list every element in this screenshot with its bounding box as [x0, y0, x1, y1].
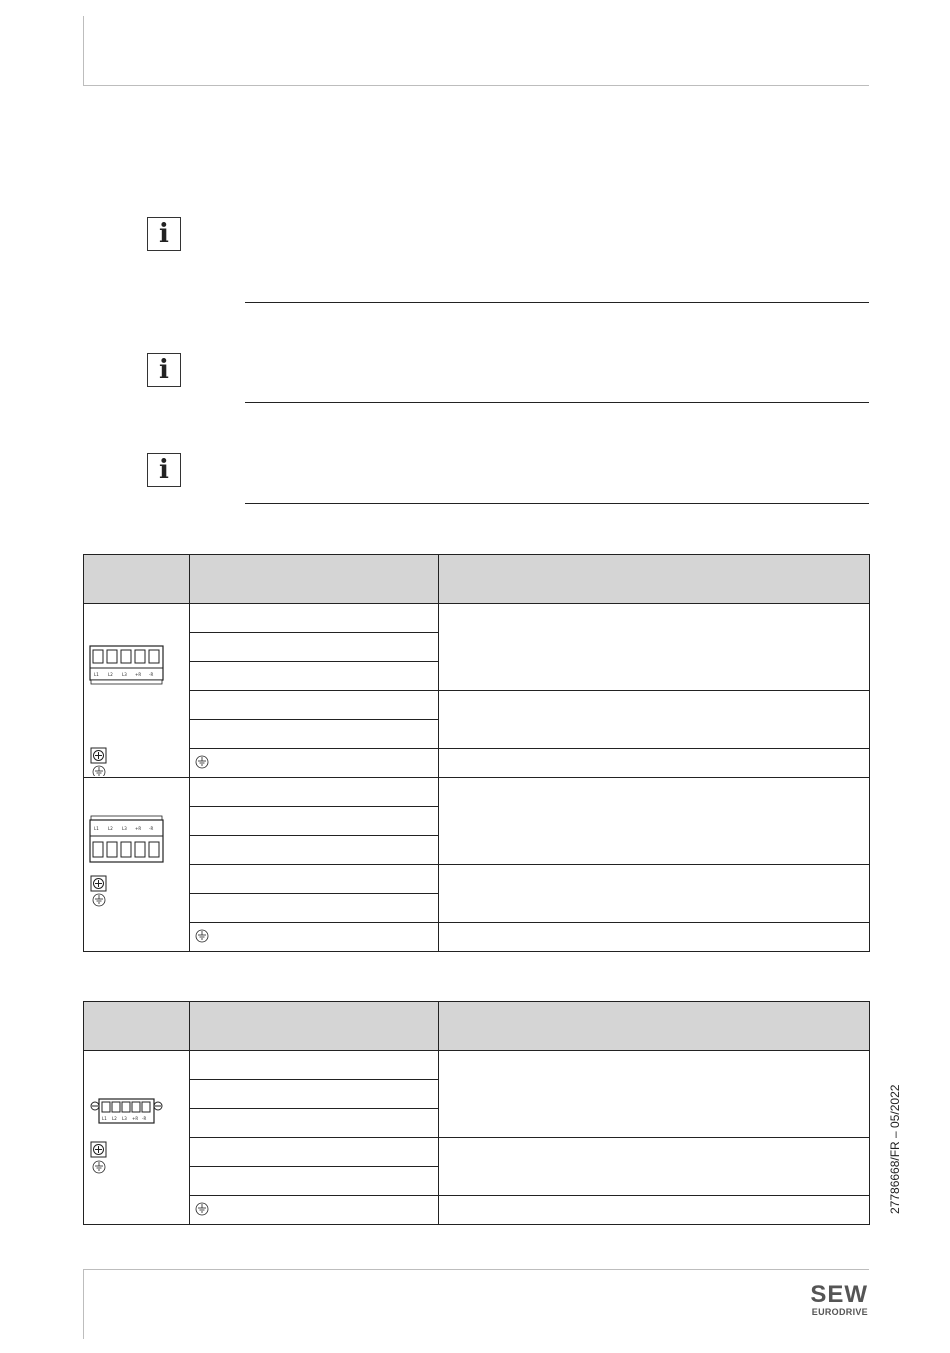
note-divider: [245, 302, 869, 303]
svg-text:+R: +R: [132, 1116, 139, 1121]
table-row: [84, 923, 870, 952]
pin-cell: [190, 633, 277, 662]
name-cell: [277, 1196, 439, 1225]
connector-image-cell: [84, 1051, 190, 1225]
pin-cell: [190, 1109, 277, 1138]
svg-text:L3: L3: [122, 826, 127, 831]
name-cell: [277, 633, 439, 662]
svg-text:L2: L2: [108, 672, 113, 677]
table-header-row: [84, 555, 870, 604]
name-cell: [277, 865, 439, 894]
pin-cell: [190, 662, 277, 691]
name-cell: [277, 749, 439, 778]
pin-cell: [190, 1167, 277, 1196]
table-row: [84, 1196, 870, 1225]
table-row: [84, 865, 870, 894]
pin-cell: [190, 807, 277, 836]
footer-vertical-line: [83, 1269, 84, 1339]
protective-earth-icon: [195, 1202, 209, 1216]
info-icon-glyph: i: [159, 219, 169, 249]
plug-connector-top-view-icon: [84, 604, 190, 776]
table-row: [84, 778, 870, 807]
pin-cell: [190, 1051, 277, 1080]
svg-text:L1: L1: [94, 672, 99, 677]
info-icon-glyph: i: [159, 355, 169, 385]
name-cell: [277, 1051, 439, 1080]
table-row: [84, 691, 870, 720]
header-horizontal-line: [83, 85, 869, 86]
svg-text:L1: L1: [94, 826, 99, 831]
name-cell: [277, 604, 439, 633]
svg-text:L3: L3: [122, 1116, 127, 1121]
table-header-row: [84, 1002, 870, 1051]
description-cell: [439, 1051, 870, 1138]
svg-text:L2: L2: [112, 1116, 117, 1121]
header-cell: [84, 555, 190, 604]
description-cell: [439, 865, 870, 923]
terminal-table: [83, 554, 870, 952]
info-icon-glyph: i: [159, 455, 169, 485]
name-cell: [277, 923, 439, 952]
description-cell: [439, 923, 870, 952]
name-cell: [277, 894, 439, 923]
plug-connector-screw-flange-icon: [84, 1051, 190, 1223]
pin-cell: [190, 778, 277, 807]
header-cell: [277, 1002, 439, 1051]
logo-sub-text: EURODRIVE: [811, 1307, 868, 1317]
pin-cell: [190, 1080, 277, 1109]
table-row: [84, 604, 870, 633]
description-cell: [439, 1138, 870, 1196]
svg-text:+R: +R: [135, 826, 142, 831]
pin-cell: [190, 836, 277, 865]
description-cell: [439, 778, 870, 865]
table-row: [84, 1138, 870, 1167]
protective-earth-icon: [195, 929, 209, 943]
pin-cell: [190, 749, 277, 778]
header-cell: [277, 555, 439, 604]
name-cell: [277, 1167, 439, 1196]
plug-connector-bottom-view-icon: [84, 778, 190, 950]
pin-cell: [190, 923, 277, 952]
name-cell: [277, 836, 439, 865]
name-cell: [277, 691, 439, 720]
info-icon: [147, 217, 181, 251]
table-row: [84, 749, 870, 778]
name-cell: [277, 662, 439, 691]
header-cell: [190, 1002, 277, 1051]
name-cell: [277, 720, 439, 749]
header-cell: [439, 555, 870, 604]
table-row: [84, 1051, 870, 1080]
pin-cell: [190, 865, 277, 894]
svg-text:+R: +R: [135, 672, 142, 677]
svg-text:-R: -R: [149, 826, 154, 831]
connector-image-cell: [84, 778, 190, 952]
description-cell: [439, 691, 870, 749]
name-cell: [277, 1138, 439, 1167]
svg-text:-R: -R: [149, 672, 154, 677]
protective-earth-icon: [195, 755, 209, 769]
note-divider: [245, 503, 869, 504]
pin-cell: [190, 720, 277, 749]
name-cell: [277, 1109, 439, 1138]
logo-main-text: SEW: [810, 1281, 868, 1308]
svg-text:L1: L1: [102, 1116, 107, 1121]
terminal-table: [83, 1001, 870, 1225]
pin-cell: [190, 604, 277, 633]
info-icon: [147, 453, 181, 487]
header-vertical-line: [83, 16, 84, 86]
svg-text:L3: L3: [122, 672, 127, 677]
document-reference: 27786668/FR – 05/2022: [888, 1084, 902, 1214]
description-cell: [439, 749, 870, 778]
header-cell: [84, 1002, 190, 1051]
info-icon: [147, 353, 181, 387]
pin-cell: [190, 894, 277, 923]
pin-cell: [190, 1196, 277, 1225]
connector-image-cell: [84, 604, 190, 778]
svg-text:L2: L2: [108, 826, 113, 831]
description-cell: [439, 604, 870, 691]
header-cell: [439, 1002, 870, 1051]
footer-horizontal-line: [83, 1269, 869, 1270]
name-cell: [277, 778, 439, 807]
description-cell: [439, 1196, 870, 1225]
pin-cell: [190, 691, 277, 720]
svg-text:-R: -R: [142, 1116, 147, 1121]
sew-eurodrive-logo: [796, 1283, 868, 1317]
note-divider: [245, 402, 869, 403]
header-cell: [190, 555, 277, 604]
pin-cell: [190, 1138, 277, 1167]
name-cell: [277, 807, 439, 836]
name-cell: [277, 1080, 439, 1109]
